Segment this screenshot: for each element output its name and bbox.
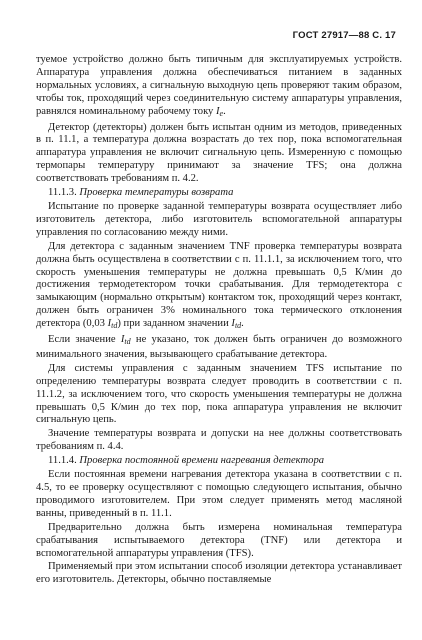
paragraph	[36, 363, 402, 428]
text-run: ) при заданном значении	[117, 318, 232, 330]
paragraph	[36, 54, 402, 121]
text-run: туемое устройство должно быть типичным для эксплуатируемых устройств. Аппаратура управления должна обеспечиваться питанием в заданных нормальных условиях, а сигнальную выходную цепь проверяют таким образом, чтобы ток, проходящий через соединительную систему аппаратуры управления, равнялся номинальному рабочему току	[36, 54, 402, 117]
text-run: Детектор (детекторы) должен быть испытан одним из методов, приведенных в п. 11.1, а температура должна возрастать до тех пор, пока вспомогательная аппаратура управления не включит сигнальную цепь. Измеренную с помощью термопары температуру принимают за значение TFS; она должна соответствовать требованиям п. 4.2.	[36, 121, 402, 185]
text-run: Предварительно должна быть измерена номинальная температура срабатывания испытываемого детектора (TNF) или детектора и вспомогательной аппаратуры управления (TFS).	[36, 521, 402, 559]
italic-text: Проверка температуры возврата	[79, 187, 234, 199]
text-run: Испытание по проверке заданной температуры возврата осуществляет либо изготовитель детектора, либо изготовитель вспомогательной аппаратуры управления по согласованию между ними.	[36, 200, 402, 238]
text-run: .	[241, 318, 244, 330]
paragraph	[36, 241, 402, 333]
italic-text: I	[107, 318, 112, 330]
text-run: Значение температуры возврата и допуски на нее должны соответствовать требованиям п. 4.4.	[36, 428, 402, 453]
subscript-text: td	[124, 337, 131, 347]
text-run: 11.1.3.	[48, 187, 80, 199]
text-run: Для системы управления с заданным значением TFS испытание по определению температуры возврата следует проводить в соответствии с п. 11.1.2, за исключением того, что скорость уменьшения температуры не должна превышать 0,5 К/мин до тех пор, пока аппаратура управления не включит сигнальную цепь.	[36, 362, 402, 426]
text-run: Если значение	[48, 334, 121, 346]
italic-text: I	[120, 334, 125, 346]
subscript-text: td	[111, 321, 118, 331]
paragraph	[36, 187, 402, 200]
paragraph	[36, 522, 402, 561]
text-run: 11.1.4.	[48, 455, 80, 467]
subscript-text: e	[219, 108, 224, 118]
body-text	[36, 54, 402, 587]
paragraph	[36, 201, 402, 240]
running-header: ГОСТ 27917—88 С. 17	[292, 30, 396, 41]
italic-text: I	[216, 105, 220, 117]
subscript-text: td	[234, 321, 242, 331]
italic-text: Проверка постоянной времени нагревания детектора	[79, 455, 325, 467]
paragraph	[36, 334, 402, 362]
paragraph	[36, 455, 402, 468]
text-run: Применяемый при этом испытании способ изоляции детектора устанавливает его изготовитель. Детекторы, обычно поставляемые	[36, 561, 402, 586]
italic-text: I	[231, 318, 235, 330]
text-run: .	[223, 105, 226, 117]
text-run: не указано, ток должен быть ограничен до возможного минимального значения, вызывающего срабатывание детектора.	[36, 334, 402, 360]
paragraph	[36, 469, 402, 521]
paragraph	[36, 561, 402, 587]
paragraph	[36, 428, 402, 454]
text-run: Если постоянная времени нагревания детектора указана в соответствии с п. 4.5, то ее проверку осуществляют с помощью следующего испытания, обычно проводимого изготовителем. При этом следует применять метод масляной ванны, приведенный в п. 11.1.	[36, 469, 402, 519]
text-run: Для детектора с заданным значением TNF проверка температуры возврата должна быть осуществлена в соответствии с п. 11.1.1, за исключением того, что скорость уменьшения температуры не должна превышать 0,5 К/мин до достижения термодетектором точки срабатывания. Для термодетектора с замыкающим (нормально открытым) контактом ток, проходящий через контакт, должен быть ограничен 3% номинального тока термического отклонения детектора (0,03	[36, 240, 402, 330]
paragraph	[36, 122, 402, 187]
